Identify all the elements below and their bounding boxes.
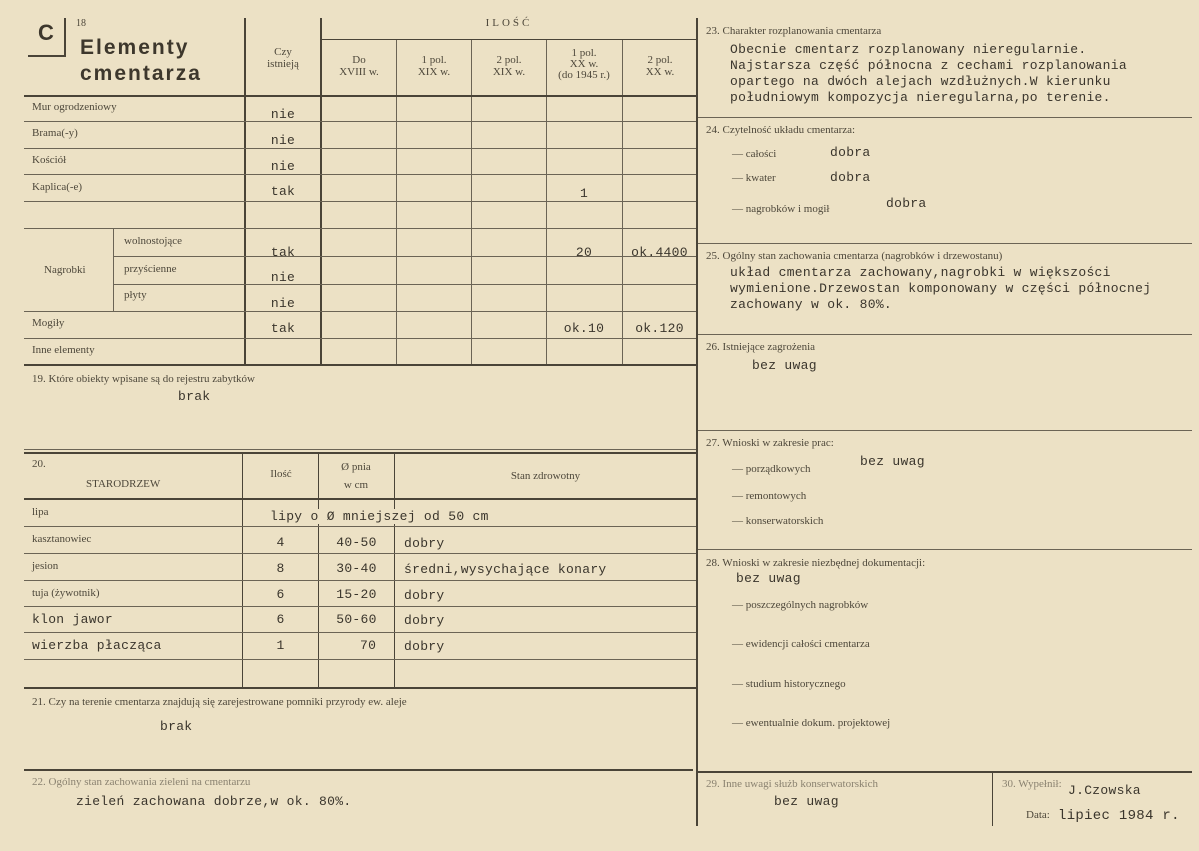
col-exists-header: Czy istnieją: [267, 46, 299, 70]
row-label: Mogiły: [32, 317, 65, 329]
q27-item: — porządkowych: [732, 463, 811, 475]
tree-count: 8: [276, 561, 285, 576]
grid-line: [24, 452, 697, 454]
q27-item: — konserwatorskich: [732, 515, 824, 527]
grid-line: [698, 334, 1192, 335]
q24-item-label: — kwater: [732, 172, 776, 184]
q28-label: 28. Wnioski w zakresie niezbędnej dokumentacji:: [706, 557, 926, 569]
grid-line: [320, 39, 697, 40]
tree-count: 1: [276, 638, 285, 653]
qty-value: ok.120: [635, 321, 684, 336]
q24-item-value: dobra: [886, 196, 927, 211]
tree-name: tuja (żywotnik): [32, 587, 100, 599]
q27-answer: bez uwag: [860, 454, 925, 469]
q29-label: 29. Inne uwagi służb konserwatorskich: [706, 778, 878, 790]
q24-item-value: dobra: [830, 145, 871, 160]
exists-value: nie: [270, 270, 296, 285]
exists-value: nie: [270, 296, 296, 311]
grid-line: [396, 40, 397, 365]
grid-line: [546, 40, 547, 365]
tree-count: 6: [276, 612, 285, 627]
period-header-2: 1 pol. XIX w.: [417, 54, 451, 78]
q21-answer: brak: [160, 719, 193, 734]
grid-line: [24, 632, 697, 633]
grid-line: [113, 228, 114, 311]
nagrobki-group-label: Nagrobki: [44, 264, 86, 276]
grid-line: [24, 174, 697, 175]
q25-answer: układ cmentarza zachowany,nagrobki w większości wymienione.Drzewostan komponowany w części północnej zachowany w ok. 80%.: [730, 265, 1152, 312]
row-label: płyty: [124, 289, 147, 301]
trees-header-health: Stan zdrowotny: [510, 470, 581, 482]
tree-diam: 40-50: [336, 535, 377, 550]
tree-health: dobry: [404, 588, 445, 603]
q22-label: 22. Ogólny stan zachowania zieleni na cmentarzu: [32, 776, 251, 788]
q26-answer: bez uwag: [752, 358, 817, 373]
q26-label: 26. Istniejące zagrożenia: [706, 341, 816, 353]
tree-name: klon jawor: [32, 612, 114, 627]
grid-line: [24, 311, 697, 312]
exists-value: tak: [270, 321, 296, 336]
q28-item: — ewidencji całości cmentarza: [732, 638, 870, 650]
grid-line: [320, 18, 322, 365]
row-label: Mur ogrodzeniowy: [32, 101, 117, 113]
row-label: przyścienne: [124, 263, 177, 275]
q27-label: 27. Wnioski w zakresie prac:: [706, 437, 834, 449]
q30-date-label: Data:: [1026, 809, 1050, 821]
q21-label: 21. Czy na terenie cmentarza znajdują się zarejestrowane pomniki przyrody ew. aleje: [32, 696, 407, 708]
grid-line: [394, 453, 395, 687]
grid-line: [24, 659, 697, 660]
tree-diam: 30-40: [336, 561, 377, 576]
qty-value: 20: [575, 245, 593, 260]
q19-answer: brak: [178, 389, 211, 404]
letter-box-line: [64, 18, 66, 56]
q29-answer: bez uwag: [774, 794, 839, 809]
grid-line: [24, 201, 697, 202]
tree-health: dobry: [404, 613, 445, 628]
q28-item: — poszczególnych nagrobków: [732, 599, 869, 611]
tree-diam: 15-20: [336, 587, 377, 602]
exists-value: nie: [270, 159, 296, 174]
period-header-1: Do XVIII w.: [339, 54, 379, 78]
grid-line: [24, 95, 697, 97]
center-divider: [696, 18, 698, 826]
card-number: 18: [76, 18, 86, 29]
grid-line: [698, 430, 1192, 431]
grid-line: [24, 687, 697, 689]
row-label: Brama(-y): [32, 127, 78, 139]
grid-line: [24, 769, 693, 771]
grid-line: [24, 526, 697, 527]
grid-line: [698, 243, 1192, 244]
trees-header-count: Ilość: [270, 468, 292, 480]
tree-name: kasztanowiec: [32, 533, 92, 545]
grid-line: [24, 228, 697, 229]
q23-answer: Obecnie cmentarz rozplanowany nieregularnie. Najstarsza część północna z cechami rozplanowania opartego na dwóch alejach wzdłużnych.W kierunku południowym kompozycja nieregularna,po terenie.: [730, 42, 1127, 105]
qty-value: 1: [579, 186, 589, 201]
grid-line: [24, 553, 697, 554]
grid-line: [698, 771, 1192, 773]
exists-value: nie: [270, 107, 296, 122]
tree-name: wierzba płacząca: [32, 638, 162, 653]
section-letter: C: [38, 20, 54, 45]
grid-line: [992, 772, 993, 826]
exists-value: tak: [270, 184, 296, 199]
tree-health: dobry: [404, 536, 445, 551]
tree-diam: 50-60: [336, 612, 377, 627]
title-line2: cmentarza: [80, 62, 202, 85]
grid-line: [114, 284, 697, 285]
tree-note: lipy o Ø mniejszej od 50 cm: [270, 509, 493, 524]
exists-value: nie: [270, 133, 296, 148]
grid-line: [24, 606, 697, 607]
tree-health: dobry: [404, 639, 445, 654]
q30-date: lipiec 1984 r.: [1058, 808, 1180, 824]
q24-item-label: — nagrobków i mogił: [732, 203, 830, 215]
q30-label: 30. Wypełnił:: [1002, 778, 1062, 790]
q25-label: 25. Ogólny stan zachowania cmentarza (nagrobków i drzewostanu): [706, 250, 1003, 262]
tree-count: 4: [276, 535, 285, 550]
grid-line: [24, 338, 697, 339]
grid-line: [698, 549, 1192, 550]
q24-label: 24. Czytelność układu cmentarza:: [706, 124, 856, 136]
grid-line: [471, 40, 472, 365]
trees-header-name: STARODRZEW: [86, 478, 161, 490]
grid-line: [24, 580, 697, 581]
period-header-5: 2 pol. XX w.: [645, 54, 675, 78]
qty-value: ok.4400: [631, 245, 688, 260]
tree-diam: 70: [360, 638, 377, 653]
letter-underline: [28, 55, 66, 57]
q30-name: J.Czowska: [1068, 783, 1141, 798]
title-line1: Elementy: [80, 36, 190, 59]
q28-item: — ewentualnie dokum. projektowej: [732, 717, 891, 729]
q27-item: — remontowych: [732, 490, 807, 502]
row-label: Kaplica(-e): [32, 181, 83, 193]
trees-header-diam: Ø pnia w cm: [341, 461, 371, 491]
q24-item-value: dobra: [830, 170, 871, 185]
row-label: Kościół: [32, 154, 67, 166]
grid-line: [698, 117, 1192, 118]
grid-line: [622, 40, 623, 365]
q22-answer: zieleń zachowana dobrze,w ok. 80%.: [76, 794, 352, 809]
row-label: Inne elementy: [32, 344, 95, 356]
q28-item: — studium historycznego: [732, 678, 846, 690]
qty-value: ok.10: [563, 321, 605, 336]
exists-value: tak: [270, 245, 296, 260]
tree-name: lipa: [32, 506, 49, 518]
grid-line: [24, 498, 697, 500]
period-header-4: 1 pol. XX w. (do 1945 r.): [558, 47, 610, 81]
q19-label: 19. Które obiekty wpisane są do rejestru zabytków: [32, 373, 255, 385]
q28-answer: bez uwag: [736, 571, 801, 586]
ilosc-header: ILOŚĆ: [485, 17, 533, 29]
trees-number: 20.: [32, 458, 46, 470]
tree-count: 6: [276, 587, 285, 602]
grid-line: [24, 148, 697, 149]
tree-health: średni,wysychające konary: [404, 562, 607, 577]
tree-name: jesion: [32, 560, 59, 572]
grid-line: [24, 364, 697, 366]
q23-label: 23. Charakter rozplanowania cmentarza: [706, 25, 882, 37]
q24-item-label: — całości: [732, 148, 777, 160]
grid-line: [24, 121, 697, 122]
row-label: wolnostojące: [124, 235, 183, 247]
grid-line: [24, 449, 697, 450]
period-header-3: 2 pol. XIX w.: [492, 54, 526, 78]
